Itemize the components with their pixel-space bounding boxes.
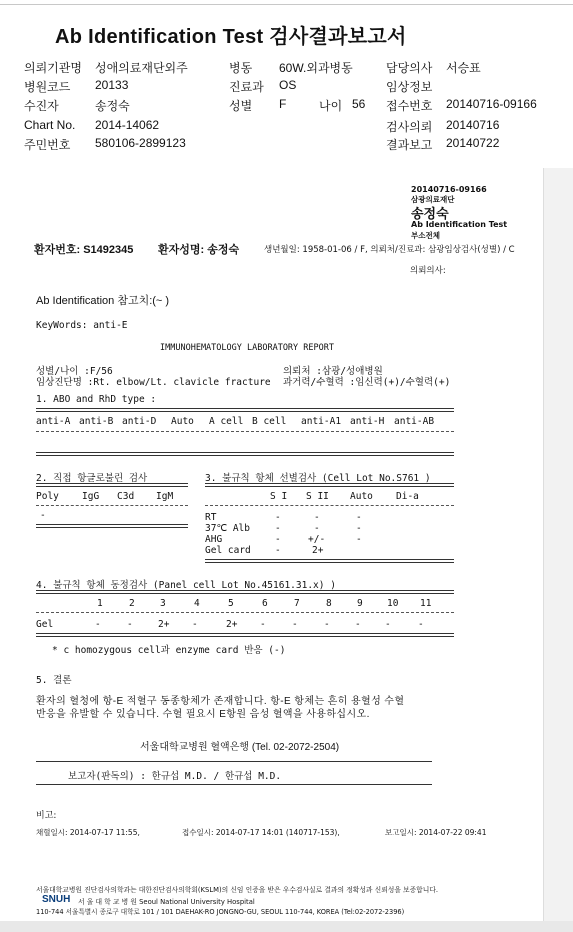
panel-col: 7 xyxy=(294,598,300,609)
panel-cell: - xyxy=(355,619,361,630)
panel-col: 3 xyxy=(160,598,166,609)
info-requester: 의뢰처 :삼광/성애병원 xyxy=(283,366,383,377)
lab-report-title: IMMUNOHEMATOLOGY LABORATORY REPORT xyxy=(160,343,334,353)
panel-cell: - xyxy=(95,619,101,630)
value-receipt-no: 20140716-09166 xyxy=(446,97,537,111)
receive-date: 접수일시: 2014-07-17 14:01 (140717-153), xyxy=(182,828,340,837)
label-receipt-no: 접수번호 xyxy=(386,99,433,113)
screen-cell: - xyxy=(275,512,281,523)
stamp-number: 20140716-09166 xyxy=(411,185,487,194)
screen-cell: - xyxy=(356,512,362,523)
info-sex-age: 성별/나이 :F/56 xyxy=(36,366,113,377)
abo-col: anti-A1 xyxy=(301,416,342,427)
panel-row-label: Gel xyxy=(36,619,54,630)
screen-cell: - xyxy=(314,523,320,534)
value-hospital-code: 20133 xyxy=(95,78,129,92)
remark-label: 비고: xyxy=(36,811,57,821)
dat-col: IgM xyxy=(156,491,174,502)
screen-col: Auto xyxy=(350,491,373,502)
abo-col: anti-AB xyxy=(394,416,435,427)
panel-col: 2 xyxy=(129,598,135,609)
value-report-date: 20140722 xyxy=(446,136,500,150)
label-requester-org: 의뢰기관명 xyxy=(24,61,82,75)
screen-row-label: RT xyxy=(205,512,217,523)
collect-date: 채혈일시: 2014-07-17 11:55, xyxy=(36,828,140,837)
screen-cell: - xyxy=(275,545,281,556)
dat-col: C3d xyxy=(117,491,135,502)
label-request-date: 검사의뢰 xyxy=(386,120,433,134)
blood-bank: 서울대학교병원 혈액은행 (Tel. 02-2072-2504) xyxy=(140,742,340,753)
value-age: 56 xyxy=(352,97,366,111)
panel-cell: - xyxy=(385,619,391,630)
scanned-report xyxy=(0,168,573,932)
label-department: 진료과 xyxy=(229,80,264,94)
divider xyxy=(36,590,454,594)
panel-cell: - xyxy=(418,619,424,630)
divider xyxy=(36,524,188,528)
abo-col: anti-H xyxy=(350,416,385,427)
stamp-name: 송정숙 xyxy=(411,206,449,221)
label-patient: 수진자 xyxy=(24,99,59,113)
divider xyxy=(36,408,454,412)
stamp-test: Ab Identification Test xyxy=(411,220,508,229)
screen-cell: +/- xyxy=(308,534,326,545)
panel-cell: - xyxy=(192,619,198,630)
bottom-band xyxy=(0,921,573,932)
divider xyxy=(36,612,454,613)
label-clinical-info: 임상정보 xyxy=(386,80,433,94)
label-resident-no: 주민번호 xyxy=(24,138,71,152)
panel-col: 5 xyxy=(228,598,234,609)
patient-id: 환자번호: S1492345 xyxy=(34,244,134,256)
label-report-date: 결과보고 xyxy=(386,138,433,152)
divider xyxy=(36,483,188,487)
label-age: 나이 xyxy=(319,99,343,113)
screen-cell: 2+ xyxy=(312,545,324,556)
info-diagnosis: 임상진단명 :Rt. elbow/Lt. clavicle fracture xyxy=(36,377,271,388)
section1-title: 1. ABO and RhD type : xyxy=(36,394,157,405)
snuh-logo: SNUH xyxy=(42,894,71,905)
divider xyxy=(36,784,432,785)
panel-cell: - xyxy=(127,619,133,630)
dat-value: - xyxy=(40,510,46,521)
reference-title: Ab Identification 참고치:(~ ) xyxy=(36,295,170,307)
conclusion-line-1: 환자의 혈청에 항-E 적혈구 동종항체가 존재합니다. 항-E 항체는 흔히 용혈성 수혈 xyxy=(36,696,405,707)
label-hospital-code: 병원코드 xyxy=(24,80,71,94)
abo-col: B cell xyxy=(252,416,287,427)
label-physician: 담당의사 xyxy=(386,61,433,75)
stamp-org: 삼광의료재단 xyxy=(411,195,455,204)
abo-col: Auto xyxy=(171,416,194,427)
reporter: 보고자(판독의) : 한규섭 M.D. / 한규섭 M.D. xyxy=(68,771,282,782)
value-ward: 60W.외과병동 xyxy=(279,61,353,75)
screen-col: S II xyxy=(306,491,329,502)
screen-row-label: AHG xyxy=(205,534,223,545)
patient-name: 환자성명: 송정숙 xyxy=(158,244,240,256)
value-request-date: 20140716 xyxy=(446,118,500,132)
section3-title: 3. 불규칙 항체 선별검사 (Cell Lot No.S761 ) xyxy=(205,473,431,484)
screen-cell: - xyxy=(275,523,281,534)
value-requester-org: 성애의료재단외주 xyxy=(95,61,188,75)
hospital-address: 110-744 서울특별시 종로구 대학로 101 / 101 DAEHAK-RO JONGNO-GU, SEOUL 110-744, KOREA (Tel:02-2072-2396) xyxy=(36,908,405,916)
report-title: Ab Identification Test 검사결과보고서 xyxy=(55,26,407,48)
screen-cell: - xyxy=(356,523,362,534)
abo-col: A cell xyxy=(209,416,244,427)
label-ward: 병동 xyxy=(229,61,253,75)
panel-col: 6 xyxy=(262,598,268,609)
divider xyxy=(36,431,454,432)
report-date: 보고일시: 2014-07-22 09:41 xyxy=(385,828,487,837)
screen-row-label: Gel card xyxy=(205,545,251,556)
hospital-name: 서 울 대 학 교 병 원 Seoul National University Hospital xyxy=(78,898,255,906)
conclusion-line-2: 반응을 유발할 수 있습니다. 수혈 필요시 E항원 음성 혈액을 사용하십시오. xyxy=(36,709,370,720)
panel-col: 10 xyxy=(387,598,399,609)
panel-col: 8 xyxy=(326,598,332,609)
value-department: OS xyxy=(279,78,297,92)
panel-cell: 2+ xyxy=(158,619,170,630)
value-resident-no: 580106-2899123 xyxy=(95,136,186,150)
section4-title: 4. 불규칙 항체 동정검사 (Panel cell Lot No.45161.31.x) ) xyxy=(36,580,336,591)
panel-col: 1 xyxy=(97,598,103,609)
panel-cell: 2+ xyxy=(226,619,238,630)
screen-col: Di-a xyxy=(396,491,419,502)
section5-title: 5. 결론 xyxy=(36,675,72,686)
label-chart-no: Chart No. xyxy=(24,118,76,132)
divider xyxy=(205,559,454,563)
abo-col: anti-D xyxy=(122,416,157,427)
certification-text: 서울대학교병원 진단검사의학과는 대한진단검사의학회(KSLM)의 신임 인증을 받은 우수검사실로 결과의 정확성과 신뢰성을 보증합니다. xyxy=(36,886,439,894)
scan-edge xyxy=(543,168,573,932)
divider xyxy=(36,452,454,456)
divider xyxy=(205,483,454,487)
screen-cell: - xyxy=(356,534,362,545)
value-chart-no: 2014-14062 xyxy=(95,118,160,132)
panel-col: 4 xyxy=(194,598,200,609)
divider xyxy=(36,633,454,637)
screen-row-label: 37℃ Alb xyxy=(205,523,250,534)
panel-col: 11 xyxy=(420,598,432,609)
dat-col: IgG xyxy=(82,491,100,502)
requesting-physician: 의뢰의사: xyxy=(410,266,446,276)
value-physician: 서승표 xyxy=(446,61,481,75)
screen-col: S I xyxy=(270,491,288,502)
info-history: 과거력/수혈력 :임신력(+)/수혈력(+) xyxy=(283,377,451,388)
section2-title: 2. 직접 항글로불린 검사 xyxy=(36,473,148,484)
panel-cell: - xyxy=(324,619,330,630)
panel-cell: - xyxy=(260,619,266,630)
divider xyxy=(36,505,188,506)
label-sex: 성별 xyxy=(229,99,253,113)
divider xyxy=(205,505,454,506)
value-sex: F xyxy=(279,97,287,111)
keywords: KeyWords: anti-E xyxy=(36,320,128,331)
abo-col: anti-A xyxy=(36,416,71,427)
screen-cell: - xyxy=(314,512,320,523)
divider xyxy=(36,761,432,762)
screen-cell: - xyxy=(275,534,281,545)
abo-col: anti-B xyxy=(79,416,114,427)
panel-cell: - xyxy=(292,619,298,630)
panel-col: 9 xyxy=(357,598,363,609)
top-divider xyxy=(0,4,573,5)
patient-detail: 생년월일: 1958-01-06 / F, 의뢰처/진료과: 삼광임상검사(성별) / C xyxy=(264,245,515,255)
value-patient: 송정숙 xyxy=(95,99,130,113)
dat-col: Poly xyxy=(36,491,59,502)
stamp-type: 부소전체 xyxy=(411,231,440,240)
panel-note: * c homozygous cell과 enzyme card 반응 (-) xyxy=(52,645,286,656)
